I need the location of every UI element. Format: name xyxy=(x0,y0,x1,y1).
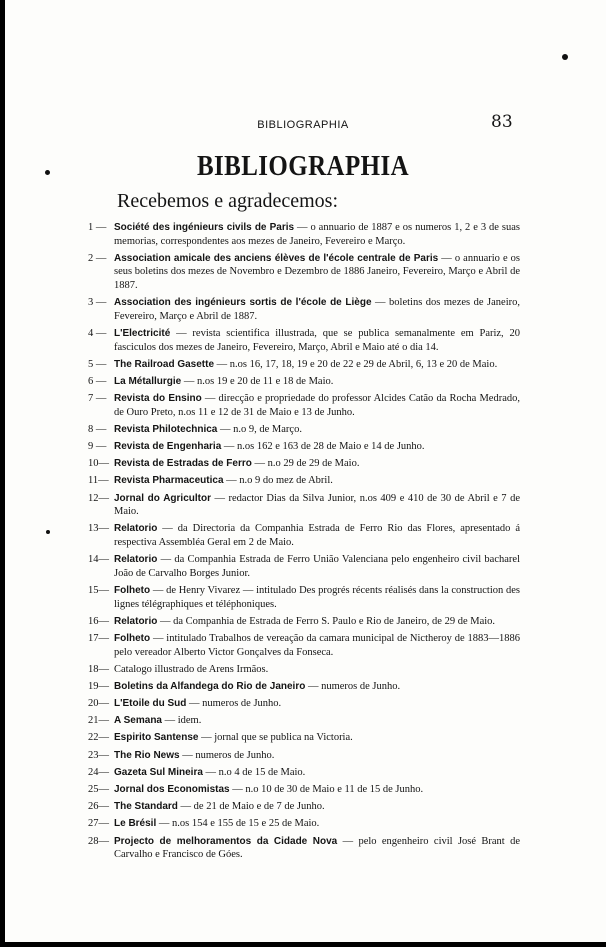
bibliography-entry xyxy=(88,817,520,831)
entry-number: 7 — xyxy=(88,393,107,405)
entry-description: — idem. xyxy=(161,715,202,727)
entry-number: 25— xyxy=(88,784,109,796)
entry-publication-name: Société des ingénieurs civils de Paris xyxy=(114,222,295,233)
entry-number: 3 — xyxy=(88,297,107,309)
bibliography-entry xyxy=(88,584,520,611)
entry-description: — intitulado Trabalhos de vereação da camara municipal de Nictheroy de 1883—1886 pelo vereador Alberto Victor Gonçalves da Fonseca. xyxy=(114,632,520,658)
entry-description: — redactor Dias da Silva Junior, n.os 409 e 410 de 30 de Abril e 7 de Maio. xyxy=(114,492,520,518)
running-header-title: BIBLIOGRAPHIA xyxy=(257,119,349,131)
bibliography-entry xyxy=(88,731,520,745)
entry-publication-name: Folheto xyxy=(114,584,151,596)
entry-description: — boletins dos mezes de Janeiro, Fevereiro, Março e Abril de 1887. xyxy=(114,297,520,322)
entry-description: — da Directoria da Companhia Estrada de Ferro Rio das Flores, apresentado á respectiva Assembléa Geral em 2 de Maio. xyxy=(114,523,520,548)
entry-description: — de Henry Vivarez — intitulado Des progrés récents réalisés dans la construction des lignes télégraphiques et téléphoniques. xyxy=(114,584,520,610)
entry-description: — n.o 29 de 29 de Maio. xyxy=(251,458,360,470)
entry-number: 4 — xyxy=(88,327,107,339)
entry-publication-name: The Standard xyxy=(114,801,178,813)
entry-description: — revista scientifica illustrada, que se publica semanalmente em Pariz, 20 fasciculos dos mezes de Janeiro, Fevereiro, Março, Abril e Maio até o dia 14. xyxy=(114,327,520,353)
entry-description: — n.o 4 de 15 de Maio. xyxy=(202,766,306,778)
entry-publication-name: Revista do Ensino xyxy=(114,393,202,405)
page-title: BIBLIOGRAPHIA xyxy=(196,150,410,182)
bibliography-entry xyxy=(88,457,520,471)
bibliography-entry xyxy=(88,492,520,519)
entry-publication-name: Relatorio xyxy=(114,523,158,535)
bibliography-entry xyxy=(88,375,520,389)
bibliography-entry xyxy=(88,800,520,814)
section-subtitle: Recebemos e agradecemos: xyxy=(117,190,339,212)
entry-description: — n.o 9, de Março. xyxy=(217,423,302,435)
entry-number: 9 — xyxy=(88,441,107,453)
entry-description: — n.os 19 e 20 de 11 e 18 de Maio. xyxy=(181,375,334,387)
entry-number: 22— xyxy=(88,732,109,744)
entry-publication-name: Le Brésil xyxy=(114,818,157,830)
entry-description: — pelo engenheiro civil José Brant de Carvalho e Francisco de Góes. xyxy=(114,835,520,861)
entry-number: 16— xyxy=(88,615,109,627)
bibliography-entry xyxy=(88,522,520,549)
entry-description: — numeros de Junho. xyxy=(179,749,275,761)
entry-publication-name: Association amicale des anciens élèves de l'école centrale de Paris xyxy=(114,252,439,264)
ink-speck xyxy=(46,530,50,534)
bibliography-entry xyxy=(88,423,520,437)
entry-publication-name: Revista Pharmaceutica xyxy=(114,475,224,487)
ink-speck xyxy=(562,54,568,60)
entry-number: 5 — xyxy=(88,358,107,370)
entry-description: — n.o 9 do mez de Abril. xyxy=(223,475,333,487)
bibliography-entry xyxy=(88,783,520,797)
entry-number: 1 — xyxy=(88,222,107,233)
entry-number: 26— xyxy=(88,801,109,813)
bibliography-entry xyxy=(88,615,520,629)
entry-publication-name: Jornal dos Economistas xyxy=(114,784,230,796)
bibliography-entry xyxy=(88,296,520,323)
entry-number: 15— xyxy=(88,584,109,596)
bibliography-entry xyxy=(88,835,520,862)
bibliography-entry xyxy=(88,749,520,763)
entry-number: 11— xyxy=(88,475,109,487)
entry-description: — n.os 162 e 163 de 28 de Maio e 14 de Junho. xyxy=(221,441,425,453)
entry-description: — direcção e propriedade do professor Alcides Catão da Rocha Medrado, de Ouro Preto, n.os 11 e 12 de 31 de Maio e 13 de Junho. xyxy=(114,393,521,418)
entry-number: 28— xyxy=(88,835,109,847)
bibliography-entry xyxy=(88,358,520,372)
bibliography-entry xyxy=(88,663,520,677)
entry-publication-name: La Métallurgie xyxy=(114,375,182,387)
bibliography-entry xyxy=(88,392,520,419)
bibliography-entry xyxy=(88,221,520,248)
entry-publication-name: L'Etoile du Sud xyxy=(114,698,187,710)
entry-publication-name: A Semana xyxy=(114,715,162,727)
bibliography-entry xyxy=(88,766,520,780)
entry-number: 12— xyxy=(88,492,109,504)
entry-publication-name: The Rio News xyxy=(114,749,180,761)
entry-number: 18— xyxy=(88,663,109,675)
entry-number: 19— xyxy=(88,680,109,692)
entry-description: — n.os 16, 17, 18, 19 e 20 de 22 e 29 de Abril, 6, 13 e 20 de Maio. xyxy=(214,358,498,370)
entry-number: 13— xyxy=(88,523,109,535)
bibliography-entry xyxy=(88,327,520,354)
entry-publication-name: Boletins da Alfandega do Rio de Janeiro xyxy=(114,680,306,692)
entry-publication-name: Revista de Estradas de Ferro xyxy=(114,458,252,470)
entry-number: 20— xyxy=(88,698,109,710)
entry-description: — numeros de Junho. xyxy=(305,680,401,692)
entry-publication-name: Projecto de melhoramentos da Cidade Nova xyxy=(114,835,338,847)
entry-number: 23— xyxy=(88,749,109,761)
entry-description: — o annuario de 1887 e os numeros 1, 2 e 3 de suas memorias, correspondentes aos mezes de Janeiro, Fevereiro e Março. xyxy=(114,222,520,247)
entry-number: 2 — xyxy=(88,252,107,264)
entry-number: 21— xyxy=(88,715,109,727)
entry-description: — o annuario e os seus boletins dos mezes de Novembro e Dezembro de 1886 Janeiro, Fevereiro, Março e Abril de 1887. xyxy=(114,252,521,291)
entry-publication-name: Relatorio xyxy=(114,615,158,627)
entry-publication-name: L'Electricité xyxy=(114,327,171,339)
entry-publication-name: Folheto xyxy=(114,632,151,644)
bibliography-list xyxy=(88,221,520,865)
entry-description: — n.o 10 de 30 de Maio e 11 de 15 de Junho. xyxy=(229,784,424,796)
entry-publication-name: Espirito Santense xyxy=(114,732,199,744)
entry-number: 14— xyxy=(88,554,109,566)
entry-description: — da Companhia de Estrada de Ferro S. Paulo e Rio de Janeiro, de 29 de Maio. xyxy=(157,615,496,627)
bibliography-entry xyxy=(88,697,520,711)
bibliography-entry xyxy=(88,680,520,694)
entry-description: — jornal que se publica na Victoria. xyxy=(198,732,353,744)
bibliography-entry xyxy=(88,553,520,580)
entry-number: 8 — xyxy=(88,423,107,435)
page-number: 83 xyxy=(491,112,513,132)
entry-description: Catalogo illustrado de Arens Irmãos. xyxy=(114,663,269,675)
entry-publication-name: Revista Philotechnica xyxy=(114,423,218,435)
bibliography-entry xyxy=(88,474,520,488)
entry-description: — da Companhia Estrada de Ferro União Valenciana pelo engenheiro civil bacharel João de Carvalho Borges Junior. xyxy=(114,554,520,579)
entry-description: — n.os 154 e 155 de 15 e 25 de Maio. xyxy=(156,818,320,830)
entry-publication-name: Relatorio xyxy=(114,554,158,566)
entry-number: 10— xyxy=(88,458,109,470)
bibliography-entry xyxy=(88,714,520,728)
entry-publication-name: The Railroad Gasette xyxy=(114,358,215,370)
entry-number: 27— xyxy=(88,818,109,830)
entry-description: — numeros de Junho. xyxy=(186,698,282,710)
entry-publication-name: Revista de Engenharia xyxy=(114,441,222,453)
bibliography-entry xyxy=(88,632,520,659)
entry-number: 6 — xyxy=(88,375,107,387)
entry-description: — de 21 de Maio e de 7 de Junho. xyxy=(177,801,325,813)
entry-publication-name: Association des ingénieurs sortis de l'école de Liège xyxy=(114,297,372,309)
entry-number: 17— xyxy=(88,632,109,644)
entry-publication-name: Gazeta Sul Mineira xyxy=(114,766,203,778)
entry-number: 24— xyxy=(88,766,109,778)
bibliography-entry xyxy=(88,440,520,454)
bibliography-entry xyxy=(88,252,520,293)
entry-publication-name: Jornal do Agricultor xyxy=(114,492,211,504)
